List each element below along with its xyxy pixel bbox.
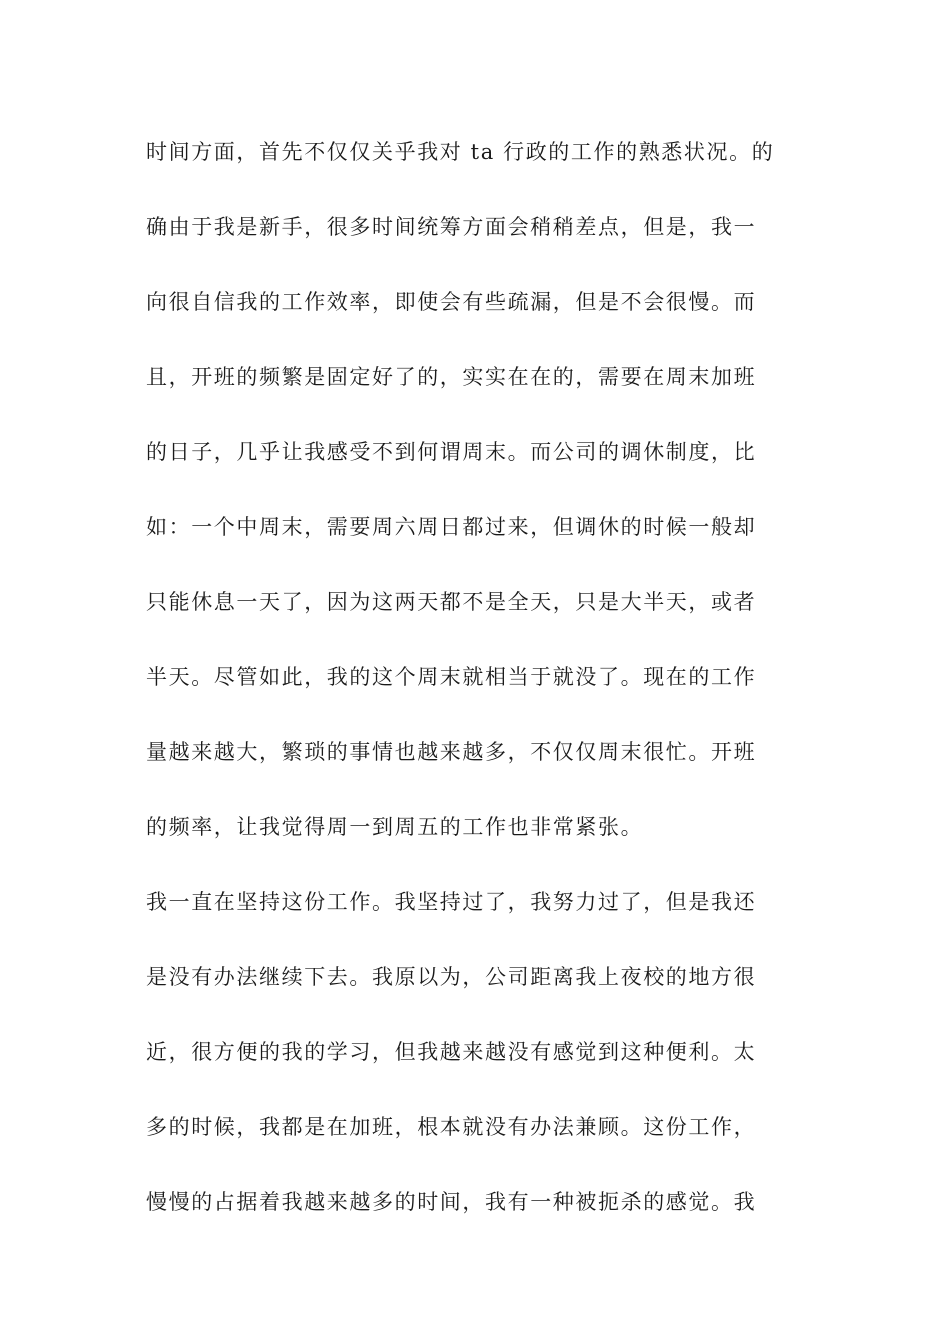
text-line: 的日子，几乎让我感受不到何谓周末。而公司的调休制度，比 (146, 440, 757, 464)
text-line: 多的时候，我都是在加班，根本就没有办法兼顾。这份工作， (146, 1115, 757, 1139)
text-line: 的频率，让我觉得周一到周五的工作也非常紧张。 (146, 815, 644, 839)
text-line: 慢慢的占据着我越来越多的时间，我有一种被扼杀的感觉。我 (146, 1190, 757, 1214)
text-line: 半天。尽管如此，我的这个周末就相当于就没了。现在的工作 (146, 665, 757, 689)
text-line: 确由于我是新手，很多时间统筹方面会稍稍差点，但是，我一 (146, 215, 757, 239)
text-line: 只能休息一天了，因为这两天都不是全天，只是大半天，或者 (146, 590, 757, 614)
text-line: 向很自信我的工作效率，即使会有些疏漏，但是不会很慢。而 (146, 290, 757, 314)
body-text (146, 136, 806, 1261)
text-line: 近，很方便的我的学习，但我越来越没有感觉到这种便利。太 (146, 1040, 757, 1064)
text-line: 且，开班的频繁是固定好了的，实实在在的，需要在周末加班 (146, 365, 757, 389)
text-line: 量越来越大，繁琐的事情也越来越多，不仅仅周末很忙。开班 (146, 740, 757, 764)
text-line: 我一直在坚持这份工作。我坚持过了，我努力过了，但是我还 (146, 890, 757, 914)
text-line: 是没有办法继续下去。我原以为，公司距离我上夜校的地方很 (146, 965, 757, 989)
text-line: 如：一个中周末，需要周六周日都过来，但调休的时候一般却 (146, 515, 757, 539)
text-line: 时间方面，首先不仅仅关乎我对 ta 行政的工作的熟悉状况。的 (146, 140, 775, 164)
